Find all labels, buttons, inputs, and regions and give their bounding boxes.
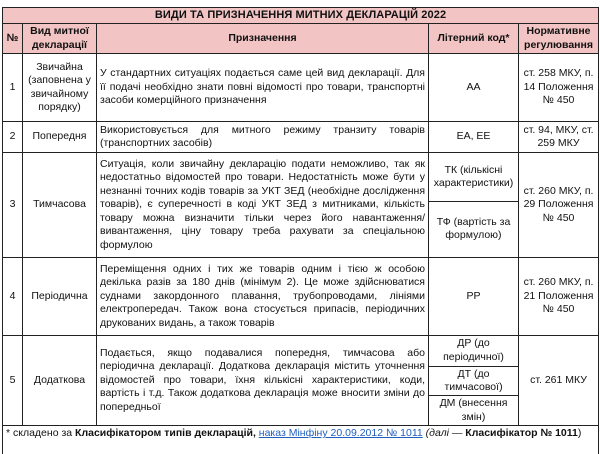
code-item: ТК (кількісні характеристики) bbox=[433, 163, 514, 190]
code-item: ДТ (до тимчасової) bbox=[429, 366, 518, 396]
row-regulation: ст. 261 МКУ bbox=[519, 336, 599, 426]
table-row bbox=[3, 54, 599, 122]
code-item: ТФ (вартість за формулою) bbox=[429, 202, 518, 257]
table-row bbox=[3, 258, 599, 336]
row-purpose: Ситуація, коли звичайну декларацію подати неможливо, так як недостатньо відомостей про товари. Недостатність може бути у незнанні точних кодів товарів за УКТ ЗЕД (необхідне дослідження товарів), є суперечності в коді УКТ ЗЕД з митниками, кількість товару можна визначити тільки через його навантаження/вивантаження, ціну товару треба рахувати за спеціальною формулою bbox=[97, 153, 429, 258]
row-code: ЕА, ЕЕ bbox=[429, 122, 519, 153]
header-purpose: Призначення bbox=[97, 24, 429, 54]
footnote-suffix: ) bbox=[577, 427, 582, 440]
header-type: Вид митної декларації bbox=[23, 24, 97, 54]
row-type: Попередня bbox=[23, 122, 97, 153]
row-num: 4 bbox=[3, 258, 23, 336]
code-item: ДМ (внесення змін) bbox=[429, 396, 518, 425]
row-regulation: ст. 260 МКУ, п. 21 Положення № 450 bbox=[519, 258, 599, 336]
row-num: 5 bbox=[3, 336, 23, 426]
table-row bbox=[3, 336, 599, 426]
row-purpose: У стандартних ситуаціях подається саме цей вид декларації. Для її подачі необхідно знати повні відомості про товари, транспортні засоби комерційного призначення bbox=[97, 54, 429, 122]
footnote-after-link: (далі — bbox=[422, 427, 466, 440]
row-code-cell bbox=[429, 153, 519, 258]
declarations-table bbox=[2, 7, 599, 454]
row-type: Додаткова bbox=[23, 336, 97, 426]
footnote-row bbox=[3, 426, 599, 454]
table-title: ВИДИ ТА ПРИЗНАЧЕННЯ МИТНИХ ДЕКЛАРАЦІЙ 2022 bbox=[3, 8, 599, 24]
row-type: Звичайна (заповнена у звичайному порядку) bbox=[23, 54, 97, 122]
footnote bbox=[3, 426, 599, 454]
row-purpose: Використовується для митного режиму транзиту товарів (транспортних засобів) bbox=[97, 122, 429, 153]
row-num: 1 bbox=[3, 54, 23, 122]
row-code: РР bbox=[429, 258, 519, 336]
row-code: АА bbox=[429, 54, 519, 122]
row-num: 2 bbox=[3, 122, 23, 153]
footnote-short-name: Класифікатор № 1011 bbox=[465, 427, 578, 440]
row-purpose: Переміщення одних і тих же товарів одним і тією ж особою декілька разів за 180 днів (мінімум 2). Це може здійснюватися суднами закордонного плавання, трубопроводами, лініями електропередач. Також вона стосується припасів, періодичних друкованих видань, а також товарів bbox=[97, 258, 429, 336]
row-type: Періодична bbox=[23, 258, 97, 336]
footnote-prefix: * складено за bbox=[6, 427, 76, 440]
code-split bbox=[429, 154, 518, 257]
code-item: ДР (до періодичної) bbox=[443, 337, 504, 363]
header-code: Літерний код* bbox=[429, 24, 519, 54]
order-link[interactable]: наказ Мінфіну 20.09.2012 № 1011 bbox=[258, 427, 423, 440]
row-regulation: ст. 94, МКУ, ст. 259 МКУ bbox=[519, 122, 599, 153]
table-row bbox=[3, 122, 599, 153]
header-regulation: Нормативне регулювання bbox=[519, 24, 599, 54]
row-type: Тимчасова bbox=[23, 153, 97, 258]
row-num: 3 bbox=[3, 153, 23, 258]
row-regulation: ст. 258 МКУ, п. 14 Положення № 450 bbox=[519, 54, 599, 122]
row-code-cell bbox=[429, 336, 519, 426]
header-num: № bbox=[3, 24, 23, 54]
row-regulation: ст. 260 МКУ, п. 29 Положення № 450 bbox=[519, 153, 599, 258]
table-row bbox=[3, 153, 599, 258]
row-purpose: Подається, якщо подавалися попередня, тимчасова або періодична декларації. Додаткова декларація містить уточнення відомостей про товари, їхня кількісні характеристики, коди, вартість і т.д. Також додаткова декларація може вносити зміни до попередньої bbox=[97, 336, 429, 426]
code-split bbox=[429, 336, 518, 425]
footnote-classifier: Класифікатором типів декларацій, bbox=[75, 427, 256, 440]
